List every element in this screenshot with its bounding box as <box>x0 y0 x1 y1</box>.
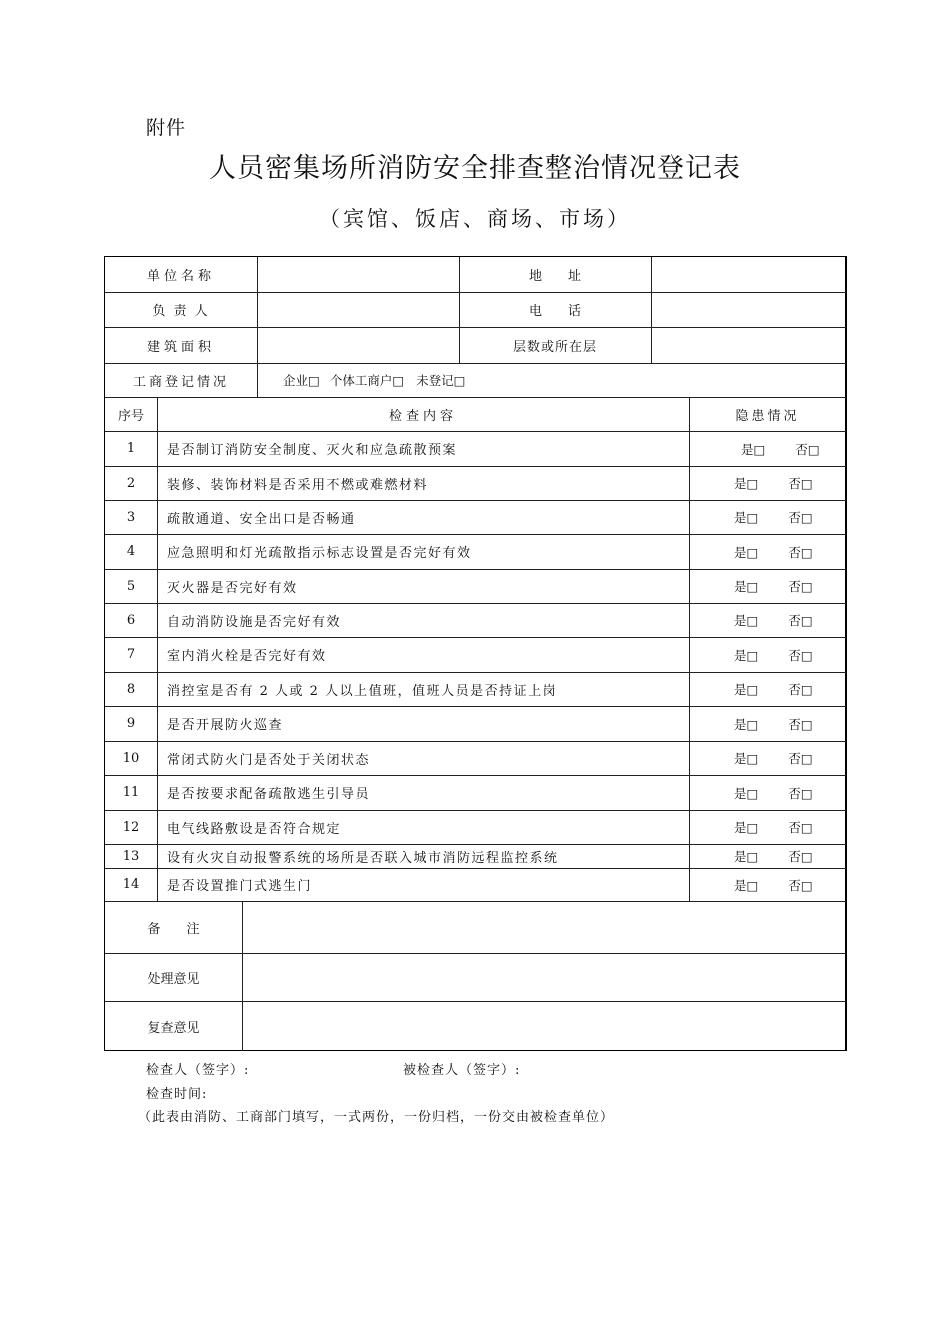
inspector-signature-label: 检查人（签字）: <box>146 1063 250 1078</box>
checkbox-icon[interactable]: □ <box>746 476 759 491</box>
page-title: 人员密集场所消防安全排查整治情况登记表 <box>209 153 741 184</box>
yes-option[interactable]: 是□ <box>734 877 759 893</box>
handling-opinion-label: 处理意见 <box>147 971 200 987</box>
no-option[interactable]: 否□ <box>788 716 813 732</box>
registration-option-unregistered[interactable]: 未登记□ <box>416 373 466 388</box>
divider <box>157 397 158 901</box>
check-item-content: 消控室是否有 2 人或 2 人以上值班，值班人员是否持证上岗 <box>167 683 558 699</box>
divider <box>105 431 846 432</box>
form-note: （此表由消防、工商部门填写，一式两份，一份归档，一份交由被检查单位） <box>138 1110 615 1125</box>
check-item-content: 灭火器是否完好有效 <box>167 580 298 596</box>
checkbox-icon[interactable]: □ <box>746 849 759 864</box>
no-option[interactable]: 否□ <box>788 579 813 594</box>
yes-option[interactable]: 是□ <box>734 716 759 732</box>
building-area-label: 建筑面积 <box>146 339 215 355</box>
divider <box>459 257 460 363</box>
row-number: 3 <box>126 509 136 525</box>
checkbox-icon[interactable]: □ <box>800 647 813 663</box>
check-item-content: 常闭式防火门是否处于关闭状态 <box>167 752 371 768</box>
inspection-time-label: 检查时间: <box>146 1087 208 1102</box>
divider <box>105 363 846 364</box>
hazard-choice <box>689 431 846 466</box>
registration-option-individual[interactable]: 个体工商户□ <box>329 373 405 388</box>
row-number: 2 <box>126 475 136 491</box>
divider <box>242 901 243 1051</box>
inspected-signature-label: 被检查人（签字）: <box>403 1063 521 1078</box>
checkbox-icon[interactable]: □ <box>308 373 320 388</box>
no-option[interactable]: 否□ <box>788 544 813 560</box>
floors-field[interactable] <box>651 327 846 363</box>
divider <box>689 397 690 901</box>
divider <box>105 292 846 293</box>
checkbox-icon[interactable]: □ <box>746 820 759 835</box>
check-item-content: 应急照明和灯光疏散指示标志设置是否完好有效 <box>167 546 472 561</box>
no-option[interactable]: 否□ <box>788 849 813 864</box>
checkbox-icon[interactable]: □ <box>800 682 813 697</box>
no-option[interactable]: 否□ <box>788 785 813 801</box>
yes-option[interactable]: 是□ <box>734 751 759 766</box>
row-number: 7 <box>126 647 136 662</box>
hazard-choice <box>689 810 846 844</box>
row-number: 13 <box>122 848 140 864</box>
phone-label: 电 话 <box>528 304 581 319</box>
yes-option[interactable]: 是□ <box>734 544 759 560</box>
phone-field[interactable] <box>651 292 846 327</box>
no-option[interactable]: 否□ <box>788 877 813 893</box>
hazard-choice <box>689 741 846 775</box>
checkbox-icon[interactable]: □ <box>453 373 466 388</box>
checkbox-icon[interactable]: □ <box>800 785 813 801</box>
checkbox-icon[interactable]: □ <box>800 820 813 835</box>
checkbox-icon[interactable]: □ <box>800 613 813 628</box>
checkbox-icon[interactable]: □ <box>746 544 759 560</box>
checkbox-icon[interactable]: □ <box>800 849 813 864</box>
no-option[interactable]: 否□ <box>788 820 813 835</box>
address-field[interactable] <box>651 257 846 292</box>
checkbox-icon[interactable]: □ <box>800 510 813 525</box>
check-item-content: 疏散通道、安全出口是否畅通 <box>167 511 356 527</box>
hazard-choice <box>689 868 846 901</box>
row-number: 14 <box>122 877 140 892</box>
registration-form <box>104 256 847 1051</box>
yes-option[interactable]: 是□ <box>734 785 759 801</box>
yes-option[interactable]: 是□ <box>734 579 759 594</box>
check-item-content: 装修、装饰材料是否采用不燃或难燃材料 <box>167 477 429 493</box>
checkbox-icon[interactable]: □ <box>753 441 766 457</box>
hazard-choice <box>689 466 846 500</box>
check-item-content: 电气线路敷设是否符合规定 <box>167 821 342 837</box>
notes-label: 备 注 <box>147 921 200 937</box>
divider <box>105 397 846 398</box>
unit-name-field[interactable] <box>257 257 459 292</box>
row-number: 12 <box>122 819 140 835</box>
row-number: 9 <box>126 716 136 731</box>
checkbox-icon[interactable]: □ <box>746 579 759 594</box>
hazard-choice <box>689 672 846 706</box>
row-number: 1 <box>126 441 136 456</box>
yes-option[interactable]: 是□ <box>734 647 759 663</box>
row-number: 4 <box>126 544 136 559</box>
review-opinion-field[interactable] <box>242 1001 846 1051</box>
column-header-content: 检查内容 <box>388 408 457 424</box>
column-header-hazard: 隐患情况 <box>735 408 800 424</box>
floors-label: 层数或所在层 <box>512 339 597 355</box>
checkbox-icon[interactable]: □ <box>800 476 813 491</box>
checkbox-icon[interactable]: □ <box>746 682 759 697</box>
hazard-choice <box>689 500 846 534</box>
check-item-content: 是否按要求配备疏散逃生引导员 <box>167 787 371 802</box>
divider <box>105 953 846 954</box>
checkbox-icon[interactable]: □ <box>800 877 813 893</box>
checkbox-icon[interactable]: □ <box>746 877 759 893</box>
check-item-content: 是否设置推门式逃生门 <box>167 879 313 894</box>
registration-option-enterprise[interactable]: 企业□ <box>283 373 320 388</box>
hazard-choice <box>689 534 846 569</box>
yes-option[interactable]: 是□ <box>734 613 759 628</box>
row-number: 5 <box>126 578 136 594</box>
row-number: 11 <box>122 785 140 800</box>
no-option[interactable]: 否□ <box>788 647 813 663</box>
page-subtitle: （宾馆、饭店、商场、市场） <box>319 207 631 231</box>
divider <box>105 327 846 328</box>
yes-option[interactable]: 是□ <box>734 820 759 835</box>
no-option[interactable]: 否□ <box>788 476 813 491</box>
handling-opinion-field[interactable] <box>242 953 846 1001</box>
row-number: 8 <box>126 681 136 697</box>
registration-label: 工商登记情况 <box>132 374 229 390</box>
checkbox-icon[interactable]: □ <box>746 716 759 732</box>
attachment-label: 附件 <box>146 117 187 139</box>
checkbox-icon[interactable]: □ <box>800 579 813 594</box>
review-opinion-label: 复查意见 <box>147 1020 200 1036</box>
hazard-choice <box>689 775 846 810</box>
unit-name-label: 单位名称 <box>146 269 215 284</box>
no-option[interactable]: 否□ <box>788 682 813 697</box>
hazard-choice <box>689 569 846 603</box>
checkbox-icon[interactable]: □ <box>746 613 759 628</box>
hazard-choice <box>689 844 846 868</box>
person-in-charge-field[interactable] <box>257 292 459 327</box>
yes-option[interactable]: 是□ <box>734 849 759 864</box>
checkbox-icon[interactable]: □ <box>392 373 405 388</box>
row-number: 10 <box>122 750 140 766</box>
hazard-choice <box>689 706 846 741</box>
check-item-content: 自动消防设施是否完好有效 <box>167 614 342 630</box>
yes-option[interactable]: 是□ <box>741 441 766 457</box>
no-option[interactable]: 否□ <box>795 441 820 457</box>
hazard-choice <box>689 603 846 637</box>
row-number: 6 <box>126 612 136 628</box>
no-option[interactable]: 否□ <box>788 751 813 766</box>
address-label: 地 址 <box>528 269 581 284</box>
check-item-content: 设有火灾自动报警系统的场所是否联入城市消防远程监控系统 <box>167 850 559 866</box>
checkbox-icon[interactable]: □ <box>746 785 759 801</box>
registration-options <box>283 363 843 397</box>
checkbox-icon[interactable]: □ <box>800 751 813 766</box>
divider <box>651 257 652 363</box>
check-item-content: 是否制订消防安全制度、灭火和应急疏散预案 <box>167 443 458 458</box>
building-area-field[interactable] <box>257 327 459 363</box>
checkbox-icon[interactable]: □ <box>807 441 820 457</box>
checkbox-icon[interactable]: □ <box>746 647 759 663</box>
check-item-content: 室内消火栓是否完好有效 <box>167 649 327 664</box>
checkbox-icon[interactable]: □ <box>800 716 813 732</box>
yes-option[interactable]: 是□ <box>734 510 759 525</box>
column-header-no: 序号 <box>117 408 144 424</box>
checkbox-icon[interactable]: □ <box>746 510 759 525</box>
no-option[interactable]: 否□ <box>788 613 813 628</box>
person-in-charge-label: 负 责 人 <box>152 304 210 319</box>
hazard-choice <box>689 637 846 672</box>
checkbox-icon[interactable]: □ <box>800 544 813 560</box>
check-item-content: 是否开展防火巡查 <box>167 718 284 733</box>
yes-option[interactable]: 是□ <box>734 476 759 491</box>
checkbox-icon[interactable]: □ <box>746 751 759 766</box>
divider <box>257 257 258 397</box>
divider <box>105 1001 846 1002</box>
notes-field[interactable] <box>242 901 846 953</box>
yes-option[interactable]: 是□ <box>734 682 759 697</box>
divider <box>105 901 846 902</box>
no-option[interactable]: 否□ <box>788 510 813 525</box>
